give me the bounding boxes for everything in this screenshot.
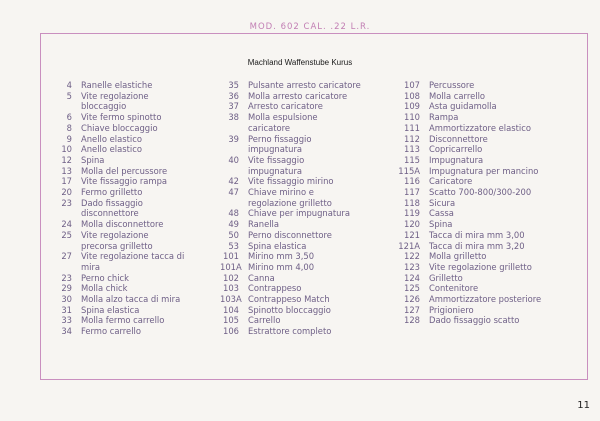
part-row <box>398 230 578 241</box>
part-description: Vite fissaggio mirino <box>248 176 334 187</box>
part-description: Grilletto <box>429 272 463 283</box>
part-number: 127 <box>404 304 420 315</box>
part-description: Contrappeso <box>248 283 302 294</box>
part-description: Anello elastico <box>81 133 142 144</box>
part-number: 34 <box>61 326 72 337</box>
part-row <box>398 187 578 198</box>
part-number: 27 <box>61 251 72 262</box>
part-description: Tacca di mira mm 3,20 <box>429 240 525 251</box>
part-row <box>398 219 578 230</box>
part-row <box>220 251 400 262</box>
part-row <box>48 273 228 284</box>
part-row <box>398 134 578 145</box>
part-description: Ranelle elastiche <box>81 80 153 90</box>
part-number: 48 <box>228 208 239 219</box>
part-number: 124 <box>404 272 420 283</box>
part-number: 128 <box>404 315 420 326</box>
part-row <box>398 273 578 284</box>
part-number: 6 <box>66 112 72 123</box>
part-description: Sicura <box>429 197 456 208</box>
part-number: 101A <box>220 261 242 272</box>
part-row <box>220 230 400 241</box>
part-number: 29 <box>61 283 72 294</box>
part-row <box>398 315 578 326</box>
part-number: 110 <box>404 112 420 123</box>
part-number: 112 <box>404 133 420 144</box>
parts-column-1 <box>48 80 228 337</box>
part-number: 125 <box>404 283 420 294</box>
part-description: Tacca di mira mm 3,00 <box>429 229 525 240</box>
part-description: Chiave bloccaggio <box>81 122 158 133</box>
part-description: Canna <box>248 272 275 283</box>
part-number: 23 <box>61 272 72 283</box>
part-number: 103 <box>223 283 239 294</box>
part-number: 12 <box>61 154 72 165</box>
part-number: 115 <box>404 154 420 165</box>
part-description: Mirino mm 4,00 <box>248 261 315 272</box>
part-description: Spina elastica <box>248 240 307 251</box>
part-description: Prigioniero <box>429 304 474 315</box>
part-row <box>220 283 400 294</box>
part-number: 119 <box>404 208 420 219</box>
part-number: 113 <box>404 144 420 155</box>
part-number: 23 <box>61 197 72 208</box>
part-number: 9 <box>66 133 72 144</box>
part-description: Perno disconnettore <box>248 229 332 240</box>
part-row <box>220 208 400 219</box>
part-row <box>48 198 228 219</box>
part-description: Percussore <box>429 80 475 90</box>
part-number: 117 <box>404 187 420 198</box>
part-description: Carrello <box>248 315 281 326</box>
part-description: Spina <box>81 154 105 165</box>
part-row <box>48 176 228 187</box>
part-description: Fermo carrello <box>81 326 141 337</box>
part-row <box>48 315 228 326</box>
part-number: 37 <box>228 101 239 112</box>
part-description: Vite regolazione bloccaggio <box>81 90 149 112</box>
part-number: 42 <box>228 176 239 187</box>
part-row <box>398 80 578 91</box>
part-row <box>48 219 228 230</box>
part-row <box>220 326 400 337</box>
part-row <box>220 273 400 284</box>
part-row <box>398 166 578 177</box>
part-number: 122 <box>404 251 420 262</box>
part-description: Arresto caricatore <box>248 101 323 112</box>
part-number: 13 <box>61 165 72 176</box>
part-description: Dado fissaggio disconnettore <box>81 197 143 219</box>
part-number: 20 <box>61 187 72 198</box>
part-row <box>220 112 400 133</box>
part-number: 30 <box>61 294 72 305</box>
part-number: 118 <box>404 197 420 208</box>
part-number: 36 <box>228 90 239 101</box>
part-row <box>398 241 578 252</box>
part-description: Molla del percussore <box>81 165 168 176</box>
part-row <box>48 230 228 251</box>
part-row <box>220 101 400 112</box>
part-number: 101 <box>223 251 239 262</box>
part-row <box>48 134 228 145</box>
part-row <box>220 315 400 326</box>
part-description: Impugnatura per mancino <box>429 165 539 176</box>
part-number: 24 <box>61 219 72 230</box>
part-description: Chiave per impugnatura <box>248 208 350 219</box>
part-description: Molla chick <box>81 283 128 294</box>
part-row <box>398 251 578 262</box>
part-description: Scatto 700-800/300-200 <box>429 187 532 198</box>
part-description: Estrattore completo <box>248 326 332 337</box>
part-description: Ranella <box>248 219 280 230</box>
part-row <box>398 155 578 166</box>
part-row <box>48 251 228 272</box>
part-description: Molla arresto caricatore <box>248 90 348 101</box>
parts-column-3 <box>398 80 578 326</box>
part-description: Contenitore <box>429 283 479 294</box>
part-number: 109 <box>404 101 420 112</box>
part-description: Anello elastico <box>81 144 142 155</box>
part-description: Dado fissaggio scatto <box>429 315 520 326</box>
watermark-text: Machland Waffenstube Kurus <box>247 58 353 67</box>
part-description: Contrappeso Match <box>248 294 330 305</box>
part-row <box>48 187 228 198</box>
part-row <box>220 262 400 273</box>
part-number: 33 <box>61 315 72 326</box>
part-row <box>398 176 578 187</box>
part-number: 123 <box>404 261 420 272</box>
part-description: Asta guidamolla <box>429 101 497 112</box>
part-number: 120 <box>404 219 420 230</box>
part-row <box>220 91 400 102</box>
part-number: 108 <box>404 90 420 101</box>
part-row <box>220 294 400 305</box>
part-number: 50 <box>228 229 239 240</box>
part-row <box>220 134 400 155</box>
part-row <box>48 155 228 166</box>
part-number: 8 <box>66 122 72 133</box>
part-number: 102 <box>223 272 239 283</box>
part-number: 35 <box>228 80 239 90</box>
part-description: Ammortizzatore elastico <box>429 122 531 133</box>
part-number: 53 <box>228 240 239 251</box>
part-row <box>398 262 578 273</box>
part-description: Rampa <box>429 112 459 123</box>
part-description: Perno chick <box>81 272 129 283</box>
part-description: Pulsante arresto caricatore <box>248 80 361 90</box>
part-number: 5 <box>66 90 72 101</box>
part-number: 38 <box>228 112 239 123</box>
part-number: 17 <box>61 176 72 187</box>
part-row <box>398 294 578 305</box>
part-number: 49 <box>228 219 239 230</box>
model-header: MOD. 602 CAL. .22 L.R. <box>240 22 380 32</box>
part-row <box>48 91 228 112</box>
part-description: Molla disconnettore <box>81 219 164 230</box>
part-row <box>398 91 578 102</box>
part-description: Caricatore <box>429 176 473 187</box>
part-number: 103A <box>220 294 242 305</box>
part-description: Cassa <box>429 208 454 219</box>
page-number: 11 <box>577 400 590 411</box>
part-description: Spinotto bloccaggio <box>248 304 331 315</box>
part-number: 116 <box>404 176 420 187</box>
part-row <box>48 123 228 134</box>
part-row <box>48 112 228 123</box>
part-description: Mirino mm 3,50 <box>248 251 315 262</box>
part-description: Vite regolazione precorsa grilletto <box>81 229 153 251</box>
part-row <box>220 176 400 187</box>
part-description: Molla alzo tacca di mira <box>81 294 181 305</box>
part-number: 4 <box>66 80 72 90</box>
part-number: 106 <box>223 326 239 337</box>
part-number: 40 <box>228 154 239 165</box>
part-number: 104 <box>223 304 239 315</box>
part-description: Molla grilletto <box>429 251 487 262</box>
part-number: 47 <box>228 187 239 198</box>
part-row <box>398 123 578 134</box>
part-description: Perno fissaggio impugnatura <box>248 133 312 155</box>
part-row <box>398 283 578 294</box>
part-number: 121A <box>398 240 420 251</box>
part-row <box>220 155 400 176</box>
part-description: Ammortizzatore posteriore <box>429 294 542 305</box>
part-number: 107 <box>404 80 420 90</box>
part-number: 25 <box>61 229 72 240</box>
part-row <box>48 305 228 316</box>
part-row <box>220 305 400 316</box>
part-description: Fermo grilletto <box>81 187 143 198</box>
part-row <box>398 198 578 209</box>
part-description: Molla espulsione caricatore <box>248 112 318 133</box>
part-row <box>398 305 578 316</box>
part-number: 126 <box>404 294 420 305</box>
part-row <box>48 294 228 305</box>
part-row <box>220 80 400 91</box>
part-description: Vite regolazione grilletto <box>429 261 532 272</box>
part-row <box>398 101 578 112</box>
part-description: Vite fissaggio impugnatura <box>248 154 305 176</box>
part-row <box>48 283 228 294</box>
part-row <box>220 241 400 252</box>
part-row <box>220 187 400 208</box>
part-row <box>220 219 400 230</box>
part-number: 105 <box>223 315 239 326</box>
parts-column-2 <box>220 80 400 337</box>
part-description: Molla fermo carrello <box>81 315 165 326</box>
part-number: 115A <box>398 165 420 176</box>
part-description: Disconnettore <box>429 133 488 144</box>
part-description: Chiave mirino e regolazione grilletto <box>248 187 332 208</box>
part-number: 31 <box>61 304 72 315</box>
part-description: Spina elastica <box>81 304 140 315</box>
part-row <box>398 112 578 123</box>
part-row <box>398 208 578 219</box>
part-number: 111 <box>404 122 420 133</box>
part-number: 39 <box>228 133 239 144</box>
part-description: Vite fermo spinotto <box>81 112 162 123</box>
part-description: Molla carrello <box>429 90 486 101</box>
part-number: 121 <box>404 229 420 240</box>
part-row <box>398 144 578 155</box>
part-number: 10 <box>61 144 72 155</box>
part-description: Impugnatura <box>429 154 484 165</box>
part-row <box>48 326 228 337</box>
part-row <box>48 144 228 155</box>
part-description: Vite regolazione tacca di mira <box>81 251 185 272</box>
part-description: Spina <box>429 219 453 230</box>
part-row <box>48 80 228 91</box>
part-row <box>48 166 228 177</box>
part-description: Copricarrello <box>429 144 483 155</box>
part-description: Vite fissaggio rampa <box>81 176 168 187</box>
